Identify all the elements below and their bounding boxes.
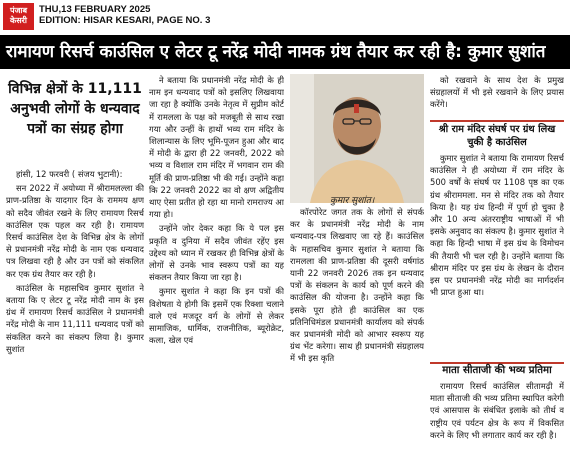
column-2 — [149, 74, 284, 453]
portrait-figure — [290, 74, 424, 203]
article-paragraph: उन्होंने जोर देकर कहा कि ये पल इस प्रकृति व दुनिया में सदैव जीवंत रहेंए इस उद्देश्य को ध्यान में रखकर ही विभिन्न क्षेत्रों के लोगों से उनके भाव स्वरूप पत्रों का यह संकलन तैयार किया जा रहा है। — [149, 223, 284, 283]
edition-info — [39, 4, 210, 26]
newspaper-logo — [3, 3, 34, 30]
article-paragraph: कॉरपोरेट जगत तक के लोगों से संपर्क कर के प्रधानमंत्री नरेंद्र मोदी के नाम धन्यवाद-पत्र लिखवाए जा रहे हैं। काउंसिल के महासचिव कुमार सुशांत ने बताया कि रामलला की प्राण-प्रतिष्ठा की दूसरी वर्षगांठ यानी 22 जनवरी 2026 तक इन धन्यवाद पत्रों के संकलन के कार्य को पूर्ण करने की काउंसिल की योजना है। उन्होंने कहा कि इसके पूरा होते ही काउंसिल का एक प्रतिनिधिमंडल प्रधानमंत्री कार्यालय को संपर्क कर प्रधानमंत्री मोदी को आभार स्वरूप यह ग्रंथ भेंट करेगा। साथ ही प्रधानमंत्री संग्रहालय में भी इस कृति — [290, 207, 424, 364]
column-1 — [6, 168, 144, 453]
logo-line-2: केसरी — [10, 16, 27, 25]
article-paragraph: कुमार सुशांत ने कहा कि इन पत्रों की विशेषता ये होगी कि इसमें एक रिक्शा चलाने वाले एवं मजदूर वर्ग के लोगों से लेकर सामाजिक, धार्मिक, राजनीतिक, ब्यूरोक्रेट, कला, खेल एवं — [149, 286, 284, 346]
column-4-intro — [430, 74, 564, 118]
box-2-text — [430, 380, 564, 453]
article-paragraph: रामायण रिसर्च काउंसिल सीतामढ़ी में माता सीताजी की भव्य प्रतिमा स्थापित करेगी एवं आसपास के संबंधित इलाके को तीर्थ व राष्ट्रीय एवं पर्यटन क्षेत्र के रूप में विकसित करने के लिए भी लगातार कार्य कर रही है। — [430, 381, 564, 440]
divider — [430, 120, 564, 122]
logo-line-1: पंजाब — [9, 6, 28, 15]
article-paragraph: कुमार सुशांत ने बताया कि रामायण रिसर्च काउंसिल ने ही अयोध्या में राम मंदिर के 500 वर्षों के संघर्ष पर 1108 पृष्ठ का एक ग्रंथ श्रीराममला. मन से मंदिर तक को तैयार किया है। यह ग्रंथ हिन्दी में पूर्ण हो चुका है और 10 अन्य अंतरराष्ट्रीय भाषाओं में भी इसके अनुवाद का संकल्प है। कुमार सुशांत ने कहा कि हिन्दी भाषा में इस ग्रंथ के विमोचन की तैयारी भी चल रही है। उन्होंने बताया कि श्रीराम मंदिर पर इस ग्रंथ के लेखन के दौरान इस पर प्रधानमंत्री नरेंद्र मोदी का मार्गदर्शन भी प्राप्त हुआ था। — [430, 153, 564, 298]
column-3 — [290, 206, 424, 453]
article-paragraph: सन 2022 में अयोध्या में श्रीरामलल्ला की प्राण-प्रतिष्ठा के यादगार दिन के राममय क्षण को सदैव जीवंत रखने के लिए रामायण रिसर्च काउंसिल एक पहल कर रही है। रामायण रिसर्च काउंसिल देश के विभिन्न क्षेत्र के लोगों से प्रधानमंत्री नरेंद्र मोदी के नाम एक धन्यवाद पत्र लिखवा रही है और उन पत्रों को संकलित कर एक ग्रंथ तैयार कर रही है। — [6, 183, 144, 279]
dateline: हांसी, 12 फरवरी ( संजय भुटानी): — [16, 169, 123, 179]
edition-page: EDITION: HISAR KESARI, PAGE NO. 3 — [39, 15, 211, 26]
box-2-title: माता सीताजी की भव्य प्रतिमा — [442, 365, 552, 376]
portrait-photo — [290, 74, 424, 203]
headline: रामायण रिसर्च काउंसिल ए लेटर टू नरेंद्र मोदी नामक ग्रंथ तैयार कर रही है: कुमार सुशांत — [0, 35, 570, 69]
article-paragraph: काउंसिल के महासचिव कुमार सुशांत ने बताया कि ए लेटर टू नरेंद्र मोदी नाम के इस ग्रंथ में रामायण रिसर्च काउंसिल ने प्रधानमंत्री नरेंद्र मोदी के नाम 11,111 धन्यवाद पत्रों को संकलित करने का संकल्प लिया है। कुमार सुशांत — [6, 282, 144, 354]
box-1-text — [430, 152, 564, 361]
photo-caption: कुमार सुशांत। — [330, 196, 375, 206]
box-1-title: श्री राम मंदिर संघर्ष पर ग्रंथ लिख चुकी है काउंसिल — [438, 124, 556, 148]
article-paragraph: ने बताया कि प्रधानमंत्री नरेंद्र मोदी के ही नाम इन धन्यवाद पत्रों को इसलिए लिखवाया जा रहा है क्योंकि उनके नेतृत्व में सुप्रीम कोर्ट में रामलला के पक्ष को मजबूती से साथ रखा गया और उन्हीं के हाथों भव्य राम मंदिर के शिलान्यास के लिए भूमि-पूजन हुआ और बाद में मोदी के द्वारा ही 22 जनवरी, 2022 को भव्य व विशाल राम मंदिर में भगवान राम की मूर्ति की प्राण-प्रतिष्ठा भी की गई। उन्होंने कहा कि 22 जनवरी 2022 का वो क्षण अद्वितीय थाए ऐसा प्रतीत हो रहा था मानो रामराज्य आ गया हो। — [149, 75, 284, 220]
issue-date: THU,13 FEBRUARY 2025 — [39, 4, 151, 15]
subheadline: विभिन्न क्षेत्रों के 11,111 अनुभवी लोगों के धन्यवाद पत्रों का संग्रह होगा — [8, 81, 142, 137]
article-paragraph: को रखवाने के साथ देश के प्रमुख संग्रहालयों में भी इसे रखवाने के लिए प्रयास करेंगे। — [430, 75, 564, 110]
